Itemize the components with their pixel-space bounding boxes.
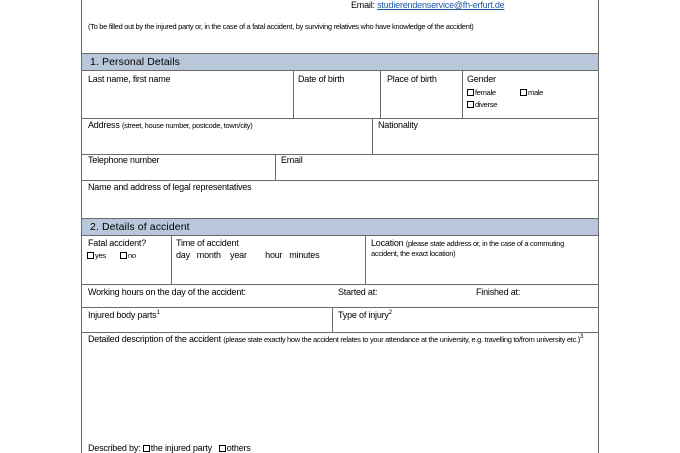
injured-body-parts-field[interactable] (88, 310, 160, 320)
fatal-yes-option[interactable] (87, 251, 106, 260)
address-hint: (street, house number, postcode, town/city) (121, 121, 253, 130)
fatal-accident-label: Fatal accident? (88, 238, 147, 248)
description-label: Detailed description of the accident (88, 334, 221, 344)
gender-label: Gender (467, 74, 496, 84)
divider (275, 154, 276, 180)
fatal-yes-label: yes (95, 251, 106, 260)
address-field[interactable] (88, 120, 252, 130)
divider (82, 332, 598, 333)
divider (82, 284, 598, 285)
divider (462, 70, 463, 118)
time-of-accident-label: Time of accident (176, 238, 239, 248)
divider (372, 118, 373, 154)
described-injured-checkbox[interactable] (143, 445, 150, 452)
divider (82, 154, 598, 155)
location-label: Location (371, 238, 404, 248)
divider (82, 180, 598, 181)
gender-male-option[interactable] (520, 88, 543, 97)
female-checkbox[interactable] (467, 89, 474, 96)
location-field[interactable] (371, 238, 593, 258)
fatal-yes-checkbox[interactable] (87, 252, 94, 259)
fatal-no-checkbox[interactable] (120, 252, 127, 259)
date-of-birth-field[interactable]: Date of birth (298, 74, 345, 84)
divider (332, 307, 333, 332)
footnote-marker: 3 (579, 334, 584, 340)
gender-female-option[interactable] (467, 88, 496, 97)
fatal-no-option[interactable] (120, 251, 136, 260)
email-field[interactable]: Email (281, 155, 303, 165)
male-checkbox[interactable] (520, 89, 527, 96)
time-of-accident-fields[interactable]: day month year hour minutes (176, 250, 320, 260)
described-others-label: others (226, 443, 251, 453)
male-label: male (528, 88, 544, 97)
divider (365, 236, 366, 284)
divider (82, 118, 598, 119)
location-hint: (please state address or, in the case of a commuting accident, the exact location) (371, 239, 564, 258)
finished-at-field[interactable]: Finished at: (476, 287, 521, 297)
injured-body-parts-label: Injured body parts (88, 310, 157, 320)
contact-email-label: Email: (351, 0, 375, 10)
described-by-row (88, 443, 251, 453)
diverse-checkbox[interactable] (467, 101, 474, 108)
divider (82, 307, 598, 308)
address-label: Address (88, 120, 120, 130)
nationality-field[interactable]: Nationality (378, 120, 418, 130)
footnote-marker: 2 (388, 310, 392, 316)
type-of-injury-field[interactable] (338, 310, 392, 320)
description-hint: (please state exactly how the accident relates to your attendance at the university, e.g. travelling to/from university etc.) (223, 335, 580, 344)
section-2-header (82, 218, 598, 236)
gender-diverse-option[interactable] (467, 100, 497, 109)
section-1-title: 1. Personal Details (90, 56, 181, 68)
described-by-label: Described by: (88, 443, 141, 453)
intro-note: (To be filled out by the injured party or, in the case of a fatal accident, by surviving relatives who have knowledge of the accident) (88, 22, 474, 31)
started-at-field[interactable]: Started at: (338, 287, 378, 297)
diverse-label: diverse (475, 100, 498, 109)
described-others-checkbox[interactable] (219, 445, 226, 452)
contact-email (351, 0, 504, 10)
legal-representatives-field[interactable]: Name and address of legal representatives (88, 182, 252, 192)
last-name-field[interactable]: Last name, first name (88, 74, 171, 84)
divider (171, 236, 172, 284)
divider (293, 70, 294, 118)
working-hours-label: Working hours on the day of the accident: (88, 287, 246, 297)
section-1-header (82, 53, 598, 71)
accident-description-field[interactable] (88, 334, 588, 345)
female-label: female (475, 88, 496, 97)
footnote-marker: 1 (156, 310, 160, 316)
contact-email-link[interactable]: studierendenservice@fh-erfurt.de (377, 0, 505, 10)
fatal-no-label: no (128, 251, 136, 260)
described-injured-label: the injured party (150, 443, 212, 453)
place-of-birth-field[interactable]: Place of birth (387, 74, 437, 84)
section-2-title: 2. Details of accident (90, 221, 190, 233)
telephone-field[interactable]: Telephone number (88, 155, 160, 165)
type-of-injury-label: Type of injury (338, 310, 389, 320)
divider (380, 70, 381, 118)
